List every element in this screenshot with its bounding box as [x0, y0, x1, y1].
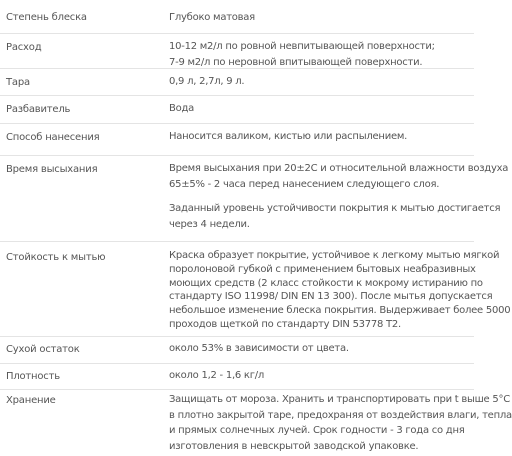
spec-row-packaging	[0, 69, 474, 96]
spec-value-line: около 1,2 - 1,6 кг/л	[169, 370, 264, 381]
spec-value-line: Краска образует покрытие, устойчивое к легкому мытью мягкой	[169, 250, 500, 261]
spec-row-wash-resistance	[0, 242, 511, 337]
spec-value-line: Наносится валиком, кистью или распылением.	[169, 131, 408, 142]
spec-label: Хранение	[6, 395, 56, 406]
spec-value	[169, 39, 474, 71]
spec-value	[169, 101, 474, 117]
spec-label: Сухой остаток	[6, 344, 80, 355]
spec-row-dry-residue	[0, 337, 474, 364]
spec-row-density	[0, 364, 474, 390]
spec-value-line: Глубоко матовая	[169, 12, 255, 23]
spec-value	[169, 249, 511, 332]
spec-value-line: проходов щеткой по стандарту DIN 53778 Т2.	[169, 318, 401, 330]
spec-label: Разбавитель	[6, 104, 71, 115]
spec-row-gloss	[0, 0, 474, 34]
spec-value	[169, 341, 474, 357]
spec-label: Время высыхания	[6, 164, 98, 175]
spec-value-line: Вода	[169, 103, 195, 114]
spec-value	[169, 392, 512, 454]
spec-row-storage	[0, 390, 512, 456]
spec-value-line: 65±5% - 2 часа перед нанесением следующего слоя.	[169, 179, 440, 190]
spec-value-line: изготовления в невскрытой заводской упаковке.	[169, 440, 419, 452]
spec-label: Тара	[6, 77, 30, 88]
spec-label: Плотность	[6, 371, 60, 382]
spec-value-line: Время высыхания при 20±2С и относительной влажности воздуха	[169, 163, 509, 174]
spec-value-line: моющих средств (2 класс стойкости к мокрому истиранию по	[169, 277, 483, 289]
spec-value-line: поролоновой губкой с применением бытовых неабразивных	[169, 263, 476, 275]
spec-row-drying-time	[0, 156, 509, 242]
spec-value-line: небольшое изменение блеска покрытия. Выдерживает более 5000	[169, 305, 511, 317]
spec-row-coverage	[0, 34, 474, 69]
spec-value-line: через 4 недели.	[169, 219, 250, 230]
spec-value	[169, 10, 474, 26]
spec-row-thinner	[0, 96, 474, 124]
spec-label: Расход	[6, 42, 42, 53]
spec-label: Способ нанесения	[6, 132, 100, 143]
spec-value-line: Защищать от мороза. Хранить и транспортировать при t выше 5°С	[169, 394, 510, 405]
spec-value-line: в плотно закрытой таре, предохраняя от воздействия влаги, тепла	[169, 409, 512, 421]
spec-row-application	[0, 124, 474, 156]
spec-value-line: 7-9 м2/л по неровной впитывающей поверхности.	[169, 57, 423, 68]
spec-value-line: 0,9 л, 2,7л, 9 л.	[169, 76, 245, 87]
spec-value	[169, 74, 474, 90]
spec-value-line: и прямых солнечных лучей. Срок годности - 3 года со дня	[169, 425, 465, 436]
spec-value	[169, 161, 509, 233]
spec-value	[169, 129, 474, 145]
spec-value-line: стандарту ISO 11998/ DIN EN 13 300). После мытья допускается	[169, 291, 493, 303]
spec-value-line: Заданный уровень устойчивости покрытия к мытью достигается	[169, 203, 501, 214]
spec-label: Стойкость к мытью	[6, 252, 106, 263]
spec-value-line: 10-12 м2/л по ровной невпитывающей поверхности;	[169, 41, 435, 52]
spec-label: Степень блеска	[6, 12, 87, 23]
spec-value	[169, 368, 474, 384]
spec-value-line: около 53% в зависимости от цвета.	[169, 343, 349, 354]
